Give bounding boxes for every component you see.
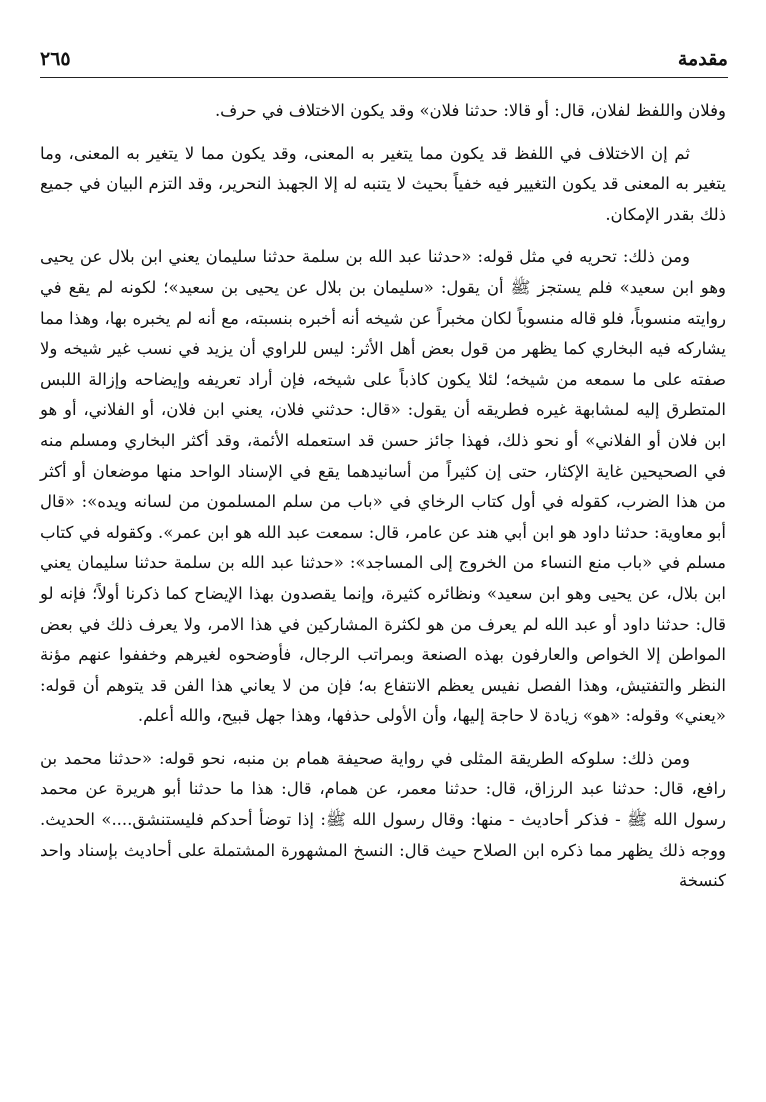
paragraph-wording-differences: ثم إن الاختلاف في اللفظ قد يكون مما يتغير به المعنى، وقد يكون مما لا يتغير به المعنى، وما يتغير به المعنى قد يكون التغيير فيه خفياً بحيث لا يتنبه له إلا الجهبذ النحرير، وقد التزم البيان في جميع ذلك بقدر الإمكان. bbox=[40, 143, 726, 224]
page-number: ٢٦٥ bbox=[40, 48, 71, 70]
paragraph-hammam-sahifa: ومن ذلك: سلوكه الطريقة المثلى في رواية صحيفة همام بن منبه، نحو قوله: «حدثنا محمد بن رافع، قال: حدثنا عبد الرزاق، قال: حدثنا معمر، عن همام، قال: هذا ما حدثنا أبو هريرة عن محمد رسول الله ﷺ - فذكر أحاديث - منها: وقال رسول الله ﷺ: إذا توضأ أحدكم فليستنشق....» الحديث. ووجه ذلك يظهر مما ذكره ابن الصلاح حيث قال: النسخ المشهورة المشتملة على أحاديث بإسناد واحد كنسخة bbox=[40, 748, 726, 891]
paragraph-continuation: وفلان واللفظ لفلان، قال: أو قالا: حدثنا فلان» وقد يكون الاختلاف في حرف. bbox=[214, 101, 726, 120]
paragraph-narrator-precision: ومن ذلك: تحريه في مثل قوله: «حدثنا عبد الله بن سلمة حدثنا سليمان يعني ابن بلال عن يحيى وهو ابن سعيد» فلم يستجز ﷺ أن يقول: «سليمان بن بلال عن يحيى بن سعيد»؛ لكونه لم يقع في روايته منسوباً، فلو قاله منسوباً لكان مخبراً عن شيخه أنه أخبره بنسبته، مع أنه لم يخبره بها، وهذا مما يشاركه فيه البخاري كما يظهر من قول بعض أهل الأثر: ليس للراوي أن يزيد في نسب غير شيخه ولا صفته على ما سمعه من شيخه؛ لئلا يكون كاذباً على شيخه، فإن أراد تعريفه وإيضاحه وإزالة اللبس المتطرق إليه لمشابهة غيره فطريقه أن يقول: «قال: حدثني فلان، يعني ابن فلان، أو الفلاني، أو هو ابن فلان أو الفلاني» أو نحو ذلك، فهذا جائز حسن قد استعمله الأئمة، وقد أكثر البخاري ومسلم منه في الصحيحين غاية الإكثار، حتى إن كثيراً من أسانيدهما يقع في الإسناد الواحد منها موضعان أو أكثر من هذا الضرب، كقوله في أول كتاب الرخاي في «باب من سلم المسلمون من لسانه ويده»: «قال أبو معاوية: حدثنا داود هو ابن أبي هند عن عامر، قال: سمعت عبد الله هو ابن عمر». وكقوله في كتاب مسلم في «باب منع النساء من الخروج إلى المساجد»: «حدثنا عبد الله بن سلمة حدثنا سليمان يعني ابن بلال، عن يحيى وهو ابن سعيد» ونظائره كثيرة، وإنما يقصدون بهذا الإيضاح كما ذكرنا أولاً؛ فإنه لو قال: حدثنا داود أو عبد الله لم يعرف من هو لكثرة المشاركين في هذا الامر، ولا يعرف ذلك في بعض المواطن إلا الخواص والعارفون بهذه الصنعة وبمراتب الرجال، فأوضحوه لغيرهم وخففوا عنهم مؤنة النظر والتفتيش، وهذا الفصل نفيس يعظم الانتفاع به؛ فإن من لا يعاني هذا الفن قد يتوهم أن قوله: «يعني» وقوله: «هو» زيادة لا حاجة إليها، وأن الأولى حذفها، وهذا جهل قبيح، والله أعلم. bbox=[40, 247, 726, 726]
page-body bbox=[40, 96, 726, 897]
page-header bbox=[40, 44, 728, 78]
running-title: مقدمة bbox=[677, 48, 728, 70]
header-rule bbox=[40, 77, 728, 78]
